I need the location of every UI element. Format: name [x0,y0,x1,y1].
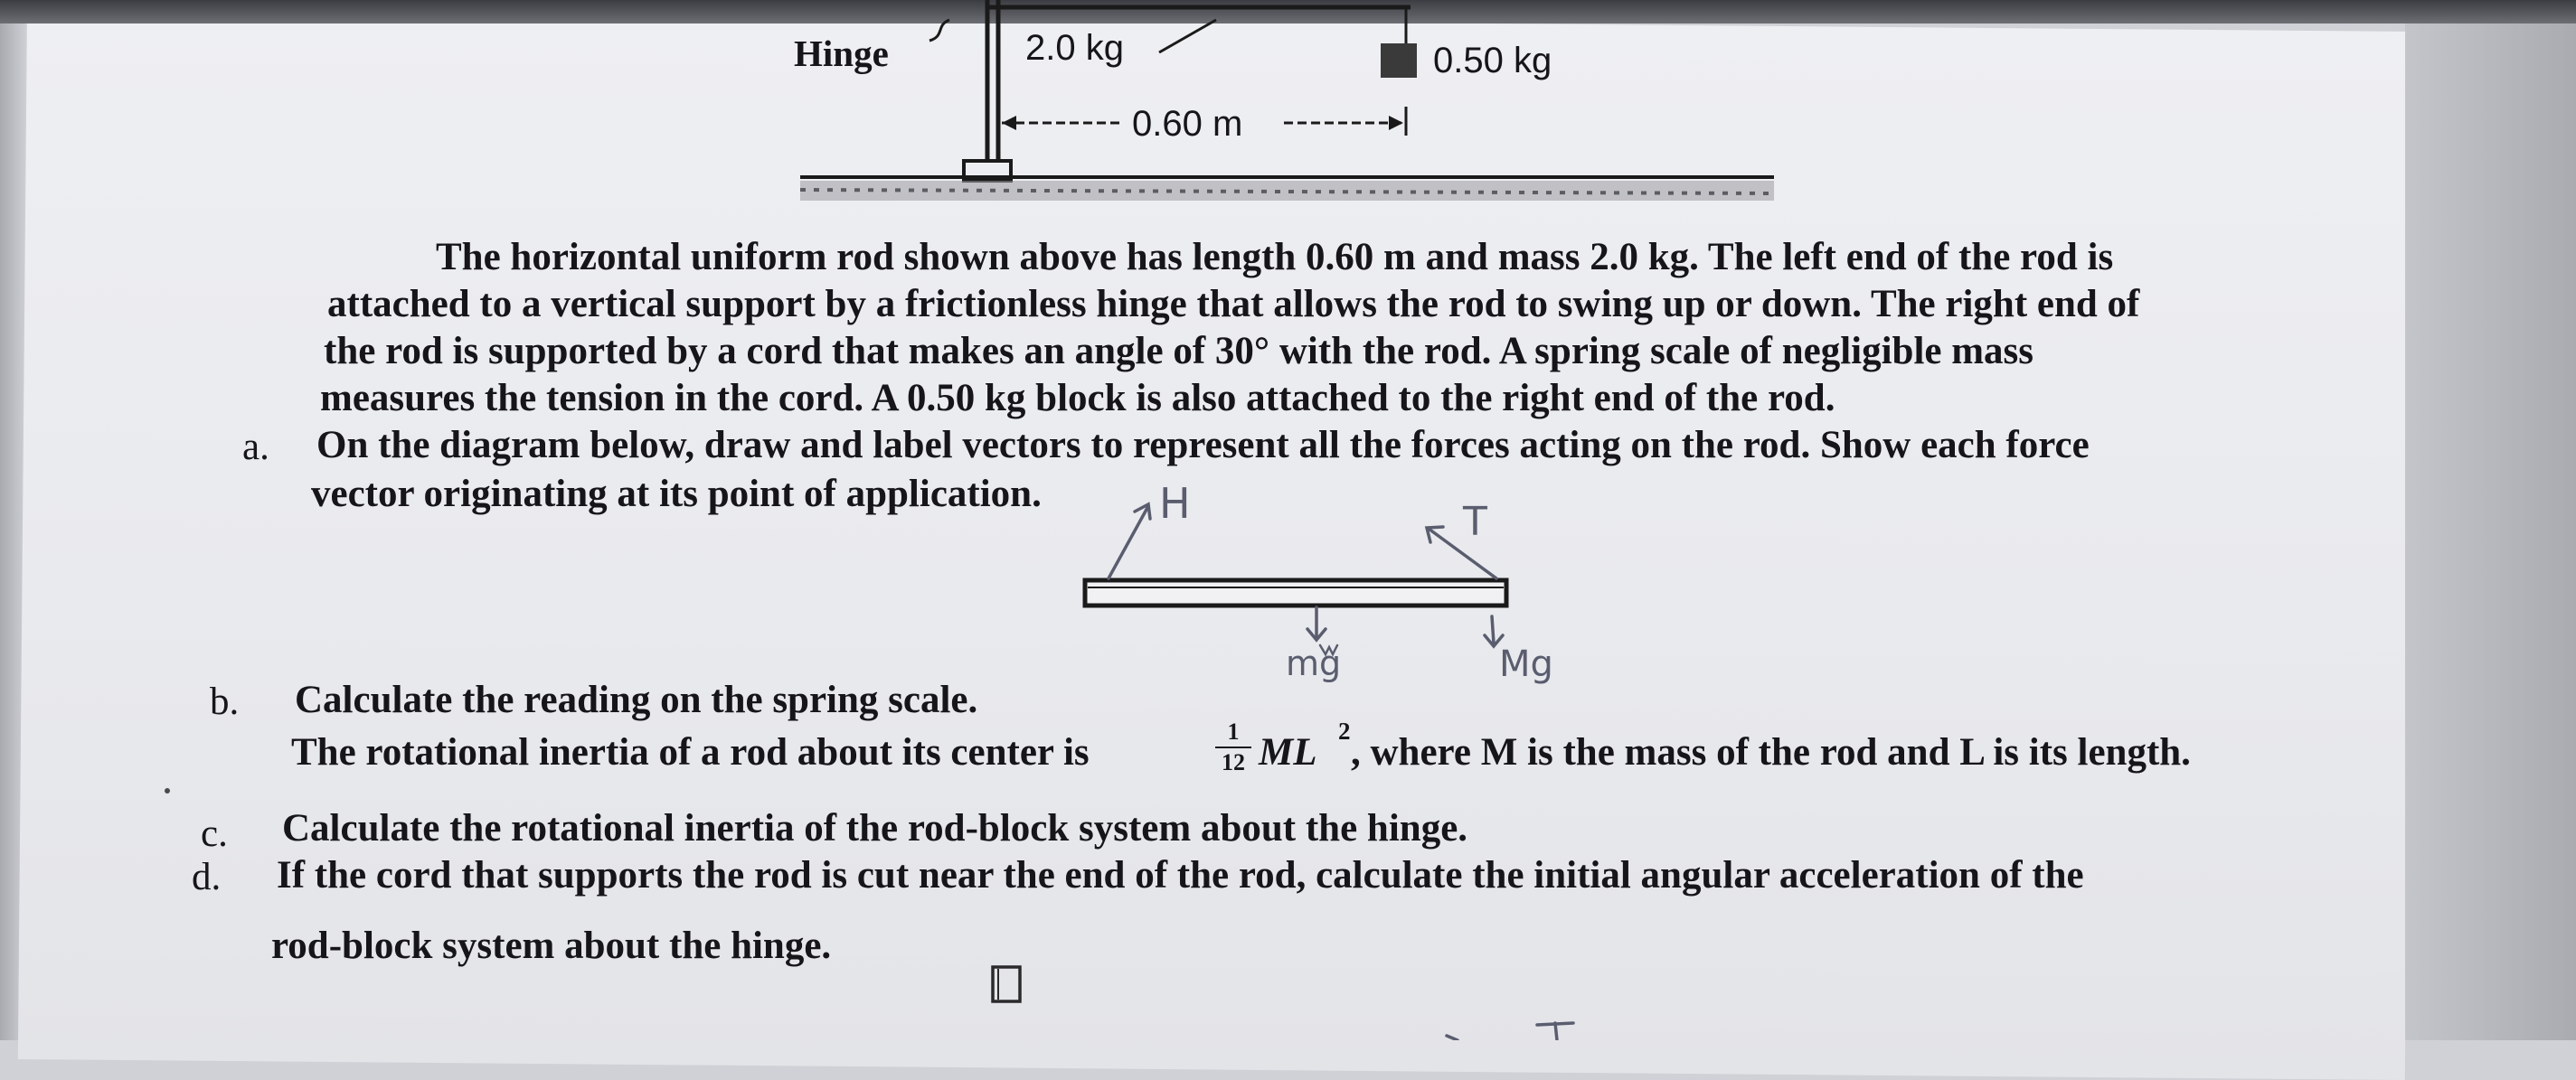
block-weight-vector [1492,616,1494,643]
intro-line-2: attached to a vertical support by a frictionless hinge that allows the rod to swing up or down. The right end of [327,283,2140,325]
block [1381,43,1417,78]
hinge-pointer [929,20,949,41]
inertia-frac-denominator: 12 [1222,749,1245,775]
hinge-label: Hinge [794,33,889,74]
part-a-line-2: vector originating at its point of application. [311,473,1042,515]
rod-weight-label: mg [1286,643,1342,683]
part-a-line-1: On the diagram below, draw and label vectors to represent all the forces acting on the rod. Show each force [316,424,2090,466]
part-a-letter: a. [242,426,269,468]
part-b-text: Calculate the reading on the spring scale. [295,679,978,721]
rod-mass-label: 2.0 kg [1025,28,1124,68]
inertia-note-after: , where M is the mass of the rod and L is its length. [1351,731,2191,774]
hinge-force-vector [1109,506,1148,578]
inertia-exponent: 2 [1338,718,1351,745]
part-d-letter: d. [192,856,222,898]
hinge-force-label: H [1159,479,1191,528]
part-c-text: Calculate the rotational inertia of the rod-block system about the hinge. [282,807,1468,850]
inertia-frac-bar [1215,747,1251,748]
inertia-note-before: The rotational inertia of a rod about its center is [291,731,1090,774]
rod-mass-leader [1159,20,1216,52]
tension-label: T [1463,499,1487,545]
part-b-letter: b. [210,681,240,723]
block-weight-label: Mg [1499,643,1553,685]
part-c-letter: c. [201,812,228,855]
part-d-line-2: rod-block system about the hinge. [271,925,832,967]
part-d-line-1: If the cord that supports the rod is cut near the end of the rod, calculate the initial angular acceleration of the [277,854,2084,897]
intro-line-1: The horizontal uniform rod shown above has length 0.60 m and mass 2.0 kg. The left end of the rod is [436,236,2114,278]
intro-line-3: the rod is supported by a cord that makes an angle of 30° with the rod. A spring scale of negligible mass [324,330,2034,372]
answer-box [993,967,1020,1001]
inertia-formula: ML [1259,731,1317,774]
intro-line-4: measures the tension in the cord. A 0.50 kg block is also attached to the right end of the rod. [320,377,1835,419]
length-label: 0.60 m [1132,104,1243,144]
block-mass-label: 0.50 kg [1433,41,1552,80]
inertia-frac-numerator: 1 [1227,718,1240,745]
ground-hatch [800,181,1774,201]
rod-diagram [1085,580,1506,606]
